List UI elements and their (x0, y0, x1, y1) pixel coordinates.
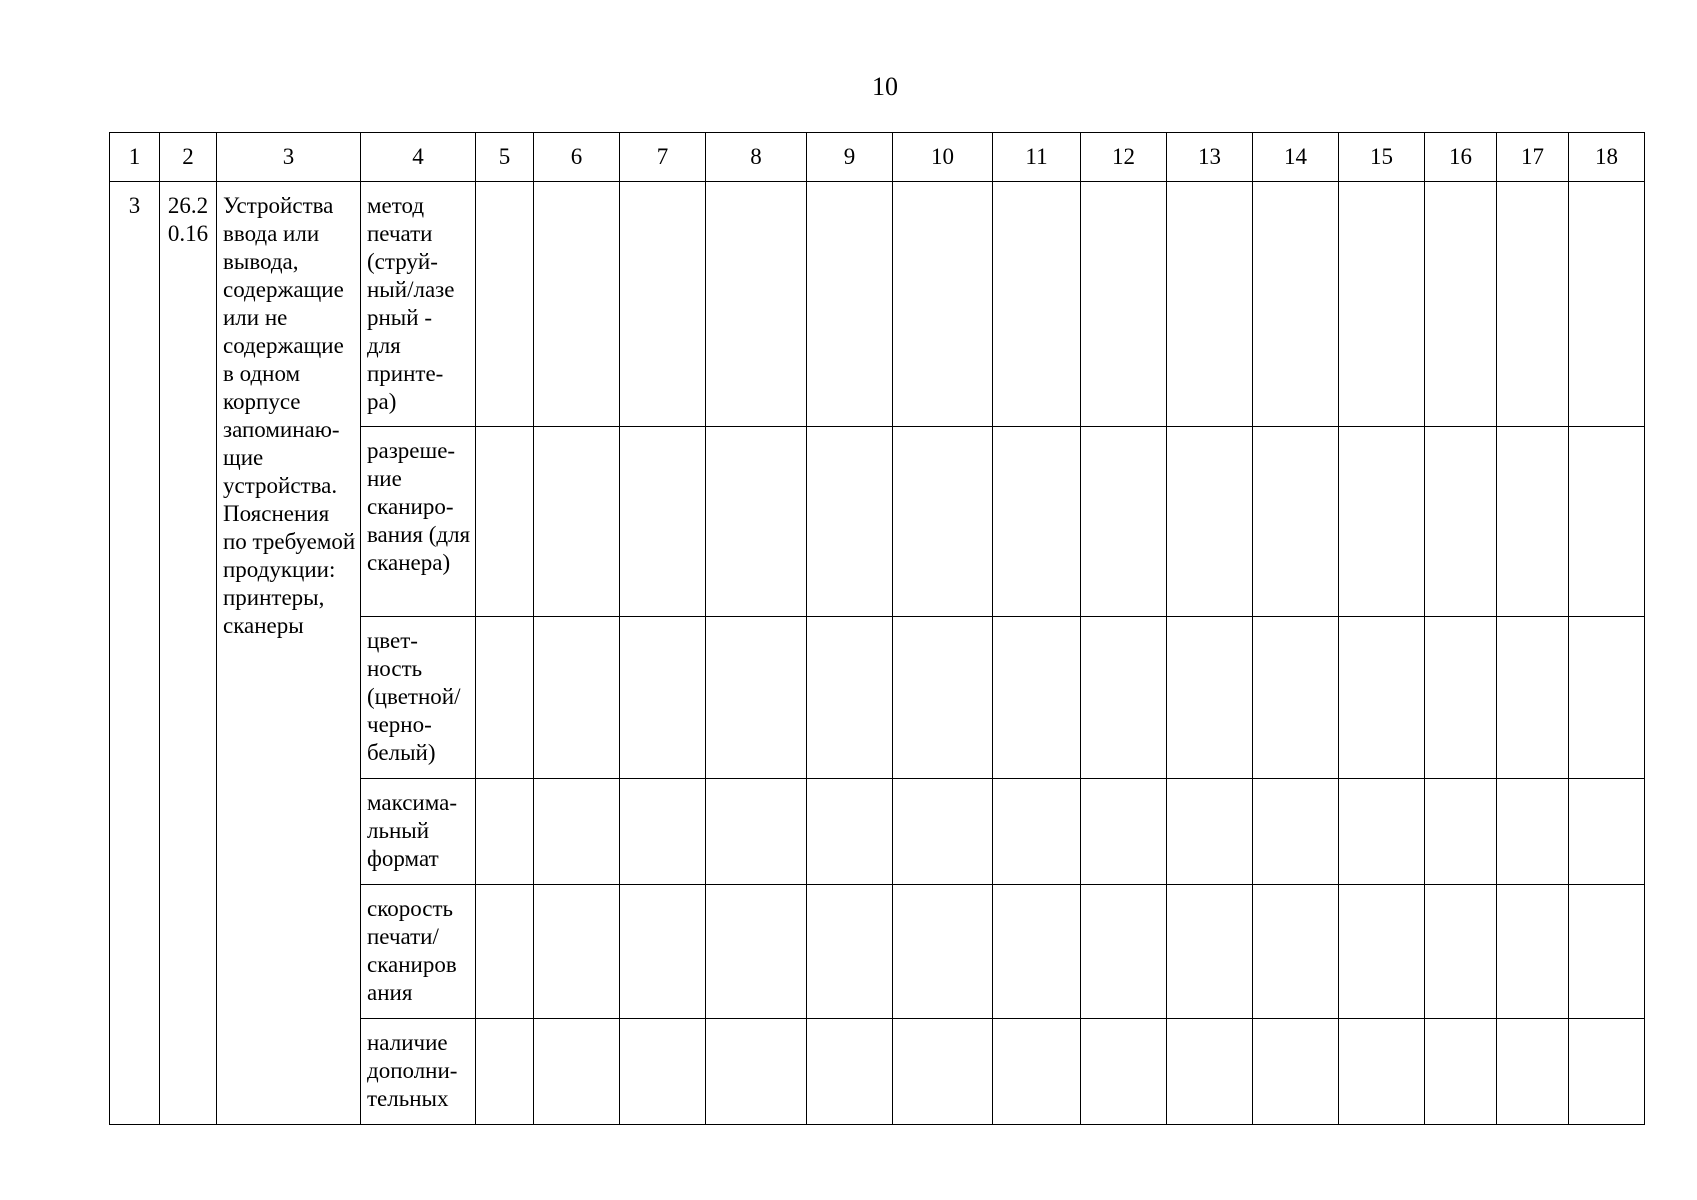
header-cell: 9 (807, 133, 893, 182)
header-cell: 17 (1497, 133, 1569, 182)
header-cell: 2 (160, 133, 217, 182)
table-row (110, 182, 1645, 427)
header-cell: 4 (361, 133, 476, 182)
header-cell: 15 (1339, 133, 1425, 182)
row-number-cell: 3 (110, 182, 160, 1125)
page-number: 10 (872, 72, 898, 101)
parameter-cell: скорость печати/ сканиров ания (361, 885, 476, 1019)
header-row (110, 133, 1645, 182)
header-cell: 7 (620, 133, 706, 182)
parameter-cell: разреше-ние сканиро-вания (для сканера) (361, 427, 476, 617)
header-cell: 16 (1425, 133, 1497, 182)
header-cell: 3 (217, 133, 361, 182)
header-cell: 13 (1167, 133, 1253, 182)
header-cell: 10 (893, 133, 993, 182)
requirements-table (109, 132, 1645, 1125)
parameter-cell: максима-льный формат (361, 779, 476, 885)
header-cell: 18 (1569, 133, 1645, 182)
header-cell: 6 (534, 133, 620, 182)
header-cell: 8 (706, 133, 807, 182)
parameter-cell: цвет-ность (цветной/ черно-белый) (361, 617, 476, 779)
parameter-cell: наличие дополни-тельных (361, 1019, 476, 1125)
product-description-cell: Устройства ввода или вывода, содержащие или не содержащие в одном корпусе запоминаю-щие устройства. Пояснения по требуемой продукции: принтеры, сканеры (217, 182, 361, 1125)
header-cell: 1 (110, 133, 160, 182)
header-cell: 11 (993, 133, 1081, 182)
header-cell: 14 (1253, 133, 1339, 182)
parameter-cell: метод печати (струй-ный/лазе рный - для принте-ра) (361, 182, 476, 427)
header-cell: 12 (1081, 133, 1167, 182)
header-cell: 5 (476, 133, 534, 182)
okpd-code-cell: 26.2 0.16 (160, 182, 217, 1125)
